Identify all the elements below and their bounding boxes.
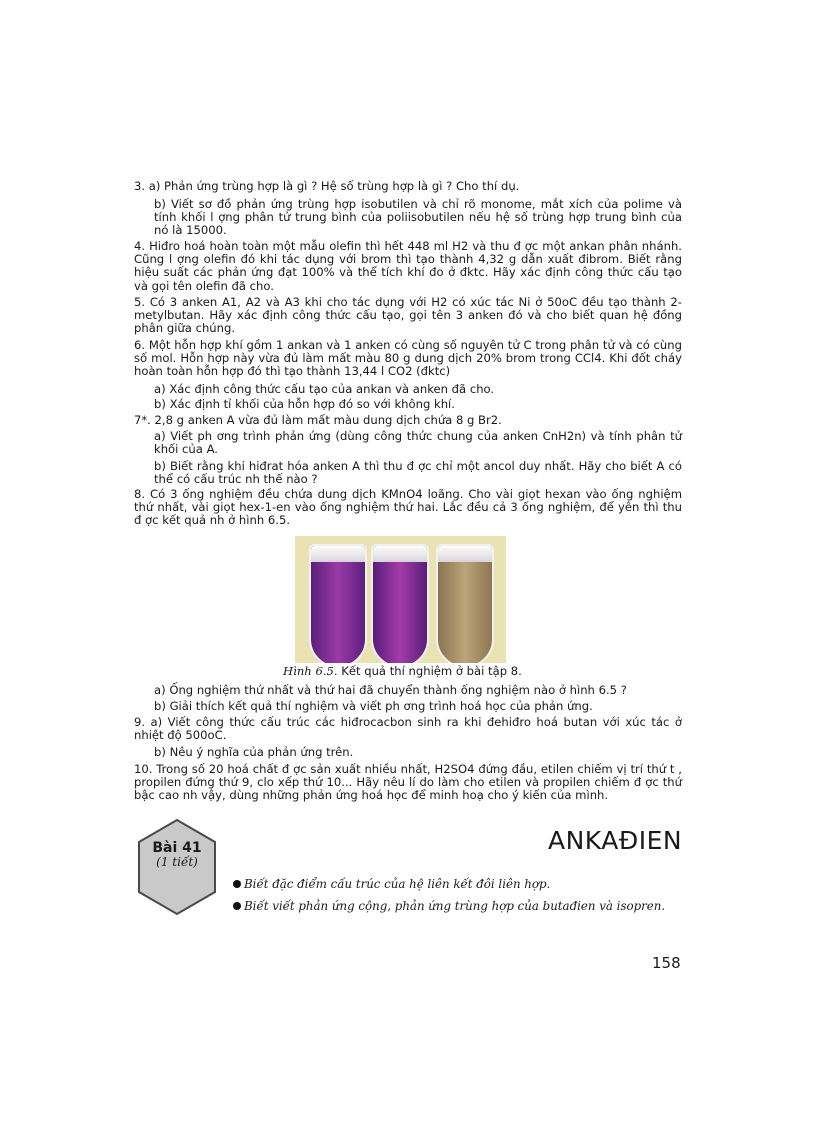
question-3b: b) Viết sơ đồ phản ứng trùng hợp isobutilen và chỉ rõ monome, mắt xích của polime và tính khối l ợng phân tử trung bình của poliisobutilen nếu hệ số trùng hợp trung bình của nó là 15000. [154, 197, 682, 238]
figure-label: Hình 6.5. [283, 664, 338, 678]
test-tube-2 [371, 544, 429, 663]
page-number: 158 [652, 954, 681, 972]
question-3a: 3. a) Phản ứng trùng hợp là gì ? Hệ số trùng hợp là gì ? Cho thí dụ. [134, 179, 520, 193]
question-6: 6. Một hỗn hợp khí gồm 1 ankan và 1 anken có cùng số nguyên tử C trong phân tử và có cùng số mol. Hỗn hợp này vừa đủ làm mất màu 80 g dung dịch 20% brom trong CCl4. Khi đốt cháy hoàn toàn hỗn hợp đó thì tạo thành 13,44 l CO2 (đktc) [134, 338, 682, 379]
question-5: 5. Có 3 anken A1, A2 và A3 khi cho tác dụng với H2 có xúc tác Ni ở 50oC đều tạo thành 2-metylbutan. Hãy xác định công thức cấu tạo, gọi tên 3 anken đó và cho biết quan hệ đồng phân giữa chúng. [134, 295, 682, 336]
lesson-number: Bài 41 [152, 840, 202, 856]
question-9a: 9. a) Viết công thức cấu trúc các hiđrocacbon sinh ra khi đehiđro hoá butan với xúc tác ở nhiệt độ 500oC. [134, 715, 682, 743]
bullet-icon [233, 902, 241, 910]
test-tube-3 [436, 544, 494, 663]
question-7: 7*. 2,8 g anken A vừa đủ làm mất màu dung dịch chứa 8 g Br2. [134, 413, 502, 427]
lesson-duration: (1 tiết) [156, 855, 198, 869]
objective-2: Biết viết phản ứng cộng, phản ứng trùng hợp của butađien và isopren. [244, 899, 666, 913]
question-6a: a) Xác định công thức cấu tạo của ankan và anken đã cho. [154, 382, 495, 396]
question-10: 10. Trong số 20 hoá chất đ ợc sản xuất nhiều nhất, H2SO4 đứng đầu, etilen chiếm vị trí thứ t , propilen đứng thứ 9, clo xếp thứ 10... Hãy nêu lí do làm cho etilen và propilen chiếm đ ợc thứ bậc cao nh vậy, dùng những phản ứng hoá học để minh hoạ cho ý kiến của mình. [134, 762, 682, 803]
question-7b: b) Biết rằng khi hiđrat hóa anken A thì thu đ ợc chỉ một ancol duy nhất. Hãy cho biết A có thể có cấu trúc nh thế nào ? [154, 459, 682, 487]
test-tube-1 [309, 544, 367, 663]
figure-text: Kết quả thí nghiệm ở bài tập 8. [341, 664, 522, 678]
question-8a: a) Ống nghiệm thứ nhất và thứ hai đã chuyển thành ống nghiệm nào ở hình 6.5 ? [154, 683, 627, 697]
lesson-title: ANKAĐIEN [548, 826, 683, 855]
bullet-icon [233, 880, 241, 888]
question-9b: b) Nêu ý nghĩa của phản ứng trên. [154, 745, 354, 759]
test-tubes-photo [295, 536, 506, 663]
question-6b: b) Xác định tỉ khối của hỗn hợp đó so với không khí. [154, 397, 455, 411]
objective-1: Biết đặc điểm cấu trúc của hệ liên kết đôi liên hợp. [244, 877, 551, 891]
question-4: 4. Hiđro hoá hoàn toàn một mẫu olefin thì hết 448 ml H2 và thu đ ợc một ankan phân nhánh. Cũng l ợng olefin đó khi tác dụng với brom thì tạo thành 4,32 g dẫn xuất đibrom. Biết rằng hiệu suất các phản ứng đạt 100% và thể tích khí đo ở đktc. Hãy xác định công thức cấu tạo và gọi tên olefin đã cho. [134, 239, 682, 293]
question-8b: b) Giải thích kết quả thí nghiệm và viết ph ơng trình hoá học của phản ứng. [154, 699, 593, 713]
figure-caption [283, 664, 522, 678]
question-7a: a) Viết ph ơng trình phản ứng (dùng công thức chung của anken CnH2n) và tính phân tử khối của A. [154, 429, 682, 457]
question-8: 8. Có 3 ống nghiệm đều chứa dung dịch KMnO4 loãng. Cho vài giọt hexan vào ống nghiệm thứ nhất, vài giọt hex-1-en vào ống nghiệm thứ hai. Lắc đều cả 3 ống nghiệm, để yên thì thu đ ợc kết quả nh ở hình 6.5. [134, 487, 682, 528]
